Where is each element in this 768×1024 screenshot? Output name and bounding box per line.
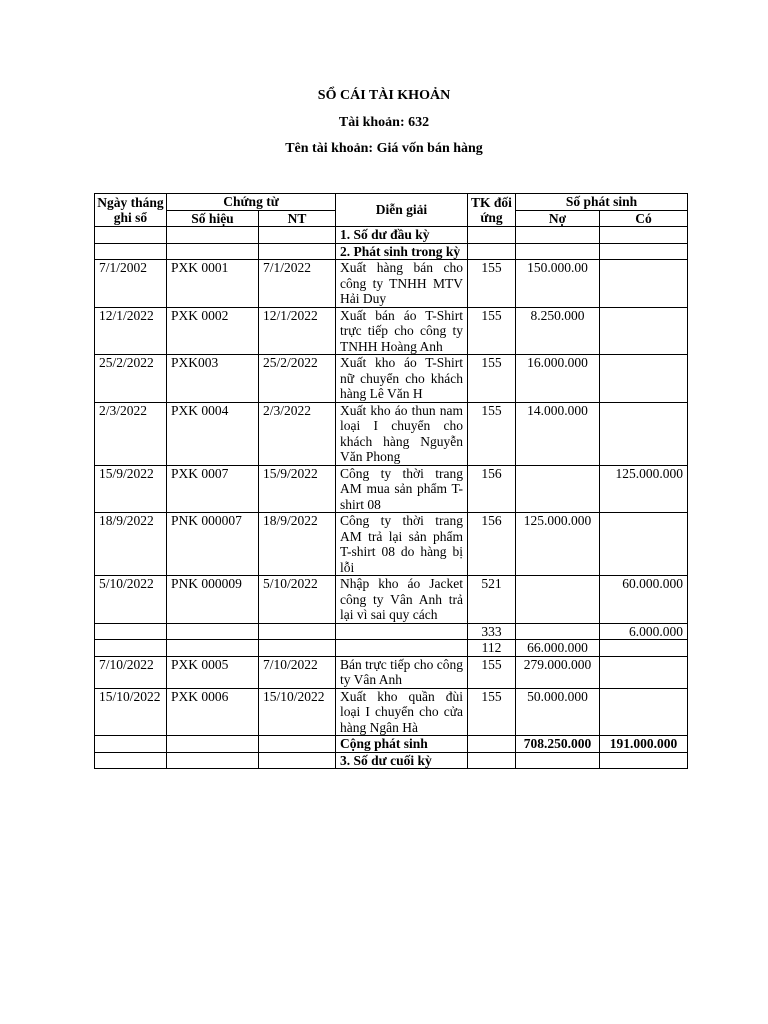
entry-date: 12/1/2022	[95, 307, 167, 355]
entry-contra-account: 155	[468, 355, 516, 403]
entry-debit: 14.000.000	[516, 402, 600, 465]
entry-description: Xuất kho áo thun nam loại I chuyển cho khách hàng Nguyễn Văn Phong	[336, 402, 468, 465]
entry-credit	[600, 688, 688, 736]
table-row	[95, 513, 688, 576]
table-row	[95, 640, 688, 657]
entry-date: 15/10/2022	[95, 688, 167, 736]
entry-debit: 279.000.000	[516, 656, 600, 688]
entry-credit	[600, 307, 688, 355]
entry-voucher-date: 15/10/2022	[259, 688, 336, 736]
entry-contra-account: 155	[468, 402, 516, 465]
entry-debit	[516, 465, 600, 513]
closing-balance-label: 3. Số dư cuối kỳ	[336, 752, 468, 769]
table-row	[95, 688, 688, 736]
entry-voucher-no: PXK003	[167, 355, 259, 403]
entry-voucher-date	[259, 640, 336, 657]
col-voucher-date-header: NT	[259, 210, 336, 227]
ledger-title: SỔ CÁI TÀI KHOẢN	[317, 88, 451, 103]
entry-voucher-date	[259, 623, 336, 640]
entry-date: 18/9/2022	[95, 513, 167, 576]
entry-description	[336, 623, 468, 640]
ledger-table	[94, 193, 688, 769]
col-desc-header: Diễn giải	[336, 194, 468, 227]
entry-voucher-date: 25/2/2022	[259, 355, 336, 403]
entry-description: Xuất kho áo T-Shirt nữ chuyển cho khách hàng Lê Văn H	[336, 355, 468, 403]
entry-contra-account: 521	[468, 576, 516, 624]
entry-debit: 8.250.000	[516, 307, 600, 355]
entry-debit	[516, 623, 600, 640]
entry-description: Bán trực tiếp cho công ty Vân Anh	[336, 656, 468, 688]
entry-voucher-no	[167, 623, 259, 640]
account-name: Tên tài khoản: Giá vốn bán hàng	[285, 141, 483, 156]
entry-voucher-date: 7/10/2022	[259, 656, 336, 688]
entry-voucher-no: PXK 0006	[167, 688, 259, 736]
entry-description: Xuất bán áo T-Shirt trực tiếp cho công ty TNHH Hoàng Anh	[336, 307, 468, 355]
entry-contra-account: 333	[468, 623, 516, 640]
entry-contra-account: 155	[468, 656, 516, 688]
entry-voucher-no: PXK 0002	[167, 307, 259, 355]
entry-description: Xuất kho quần đùi loại I chuyển cho cửa hàng Ngân Hà	[336, 688, 468, 736]
col-debit-header: Nợ	[516, 210, 600, 227]
entry-voucher-date: 5/10/2022	[259, 576, 336, 624]
entry-credit	[600, 656, 688, 688]
account-number: Tài khoản: 632	[338, 115, 430, 130]
table-row	[95, 465, 688, 513]
entry-credit	[600, 355, 688, 403]
opening-balance-label: 1. Số dư đầu kỳ	[336, 227, 468, 244]
total-row	[95, 736, 688, 753]
entry-contra-account: 112	[468, 640, 516, 657]
table-row	[95, 355, 688, 403]
ledger-footer	[95, 736, 688, 769]
period-activity-row	[95, 243, 688, 260]
col-voucher-header: Chứng từ	[167, 194, 336, 211]
table-row	[95, 402, 688, 465]
period-activity-label: 2. Phát sinh trong kỳ	[336, 243, 468, 260]
entry-voucher-date: 15/9/2022	[259, 465, 336, 513]
entry-credit: 6.000.000	[600, 623, 688, 640]
entry-contra-account: 155	[468, 688, 516, 736]
entry-credit: 125.000.000	[600, 465, 688, 513]
entry-debit: 66.000.000	[516, 640, 600, 657]
entry-voucher-no: PXK 0005	[167, 656, 259, 688]
entry-voucher-no: PNK 000009	[167, 576, 259, 624]
entry-credit: 60.000.000	[600, 576, 688, 624]
entry-date: 2/3/2022	[95, 402, 167, 465]
entry-description: Công ty thời trang AM mua sản phẩm T-shirt 08	[336, 465, 468, 513]
entry-credit	[600, 260, 688, 308]
ledger-body	[95, 227, 688, 736]
entry-voucher-date: 18/9/2022	[259, 513, 336, 576]
entry-voucher-no: PXK 0001	[167, 260, 259, 308]
table-row	[95, 656, 688, 688]
entry-debit: 150.000.00	[516, 260, 600, 308]
opening-balance-row	[95, 227, 688, 244]
total-credit: 191.000.000	[600, 736, 688, 753]
entry-voucher-date: 2/3/2022	[259, 402, 336, 465]
entry-description	[336, 640, 468, 657]
entry-date: 7/10/2022	[95, 656, 167, 688]
entry-voucher-no: PXK 0004	[167, 402, 259, 465]
col-tk-header: TK đối ứng	[468, 194, 516, 227]
entry-date: 7/1/2002	[95, 260, 167, 308]
col-credit-header: Có	[600, 210, 688, 227]
entry-contra-account: 156	[468, 465, 516, 513]
entry-voucher-no: PXK 0007	[167, 465, 259, 513]
entry-date: 15/9/2022	[95, 465, 167, 513]
table-row	[95, 260, 688, 308]
entry-contra-account: 155	[468, 260, 516, 308]
ledger-header	[95, 194, 688, 227]
entry-debit: 50.000.000	[516, 688, 600, 736]
col-date-header: Ngày tháng ghi sổ	[95, 194, 167, 227]
entry-debit	[516, 576, 600, 624]
entry-date	[95, 623, 167, 640]
entry-description: Nhập kho áo Jacket công ty Vân Anh trả lại vì sai quy cách	[336, 576, 468, 624]
col-amount-header: Số phát sinh	[516, 194, 688, 211]
entry-date: 5/10/2022	[95, 576, 167, 624]
entry-voucher-no	[167, 640, 259, 657]
entry-contra-account: 156	[468, 513, 516, 576]
entry-debit: 125.000.000	[516, 513, 600, 576]
entry-description: Công ty thời trang AM trả lại sản phẩm T-shirt 08 do hàng bị lỗi	[336, 513, 468, 576]
entry-date	[95, 640, 167, 657]
entry-contra-account: 155	[468, 307, 516, 355]
entry-voucher-date: 7/1/2022	[259, 260, 336, 308]
entry-debit: 16.000.000	[516, 355, 600, 403]
entry-description: Xuất hàng bán cho công ty TNHH MTV Hải Duy	[336, 260, 468, 308]
entry-date: 25/2/2022	[95, 355, 167, 403]
total-debit: 708.250.000	[516, 736, 600, 753]
entry-credit	[600, 402, 688, 465]
total-label: Cộng phát sinh	[336, 736, 468, 753]
entry-credit	[600, 513, 688, 576]
entry-voucher-date: 12/1/2022	[259, 307, 336, 355]
closing-balance-row	[95, 752, 688, 769]
table-row	[95, 623, 688, 640]
entry-credit	[600, 640, 688, 657]
col-voucher-no-header: Số hiệu	[167, 210, 259, 227]
table-row	[95, 307, 688, 355]
table-row	[95, 576, 688, 624]
entry-voucher-no: PNK 000007	[167, 513, 259, 576]
